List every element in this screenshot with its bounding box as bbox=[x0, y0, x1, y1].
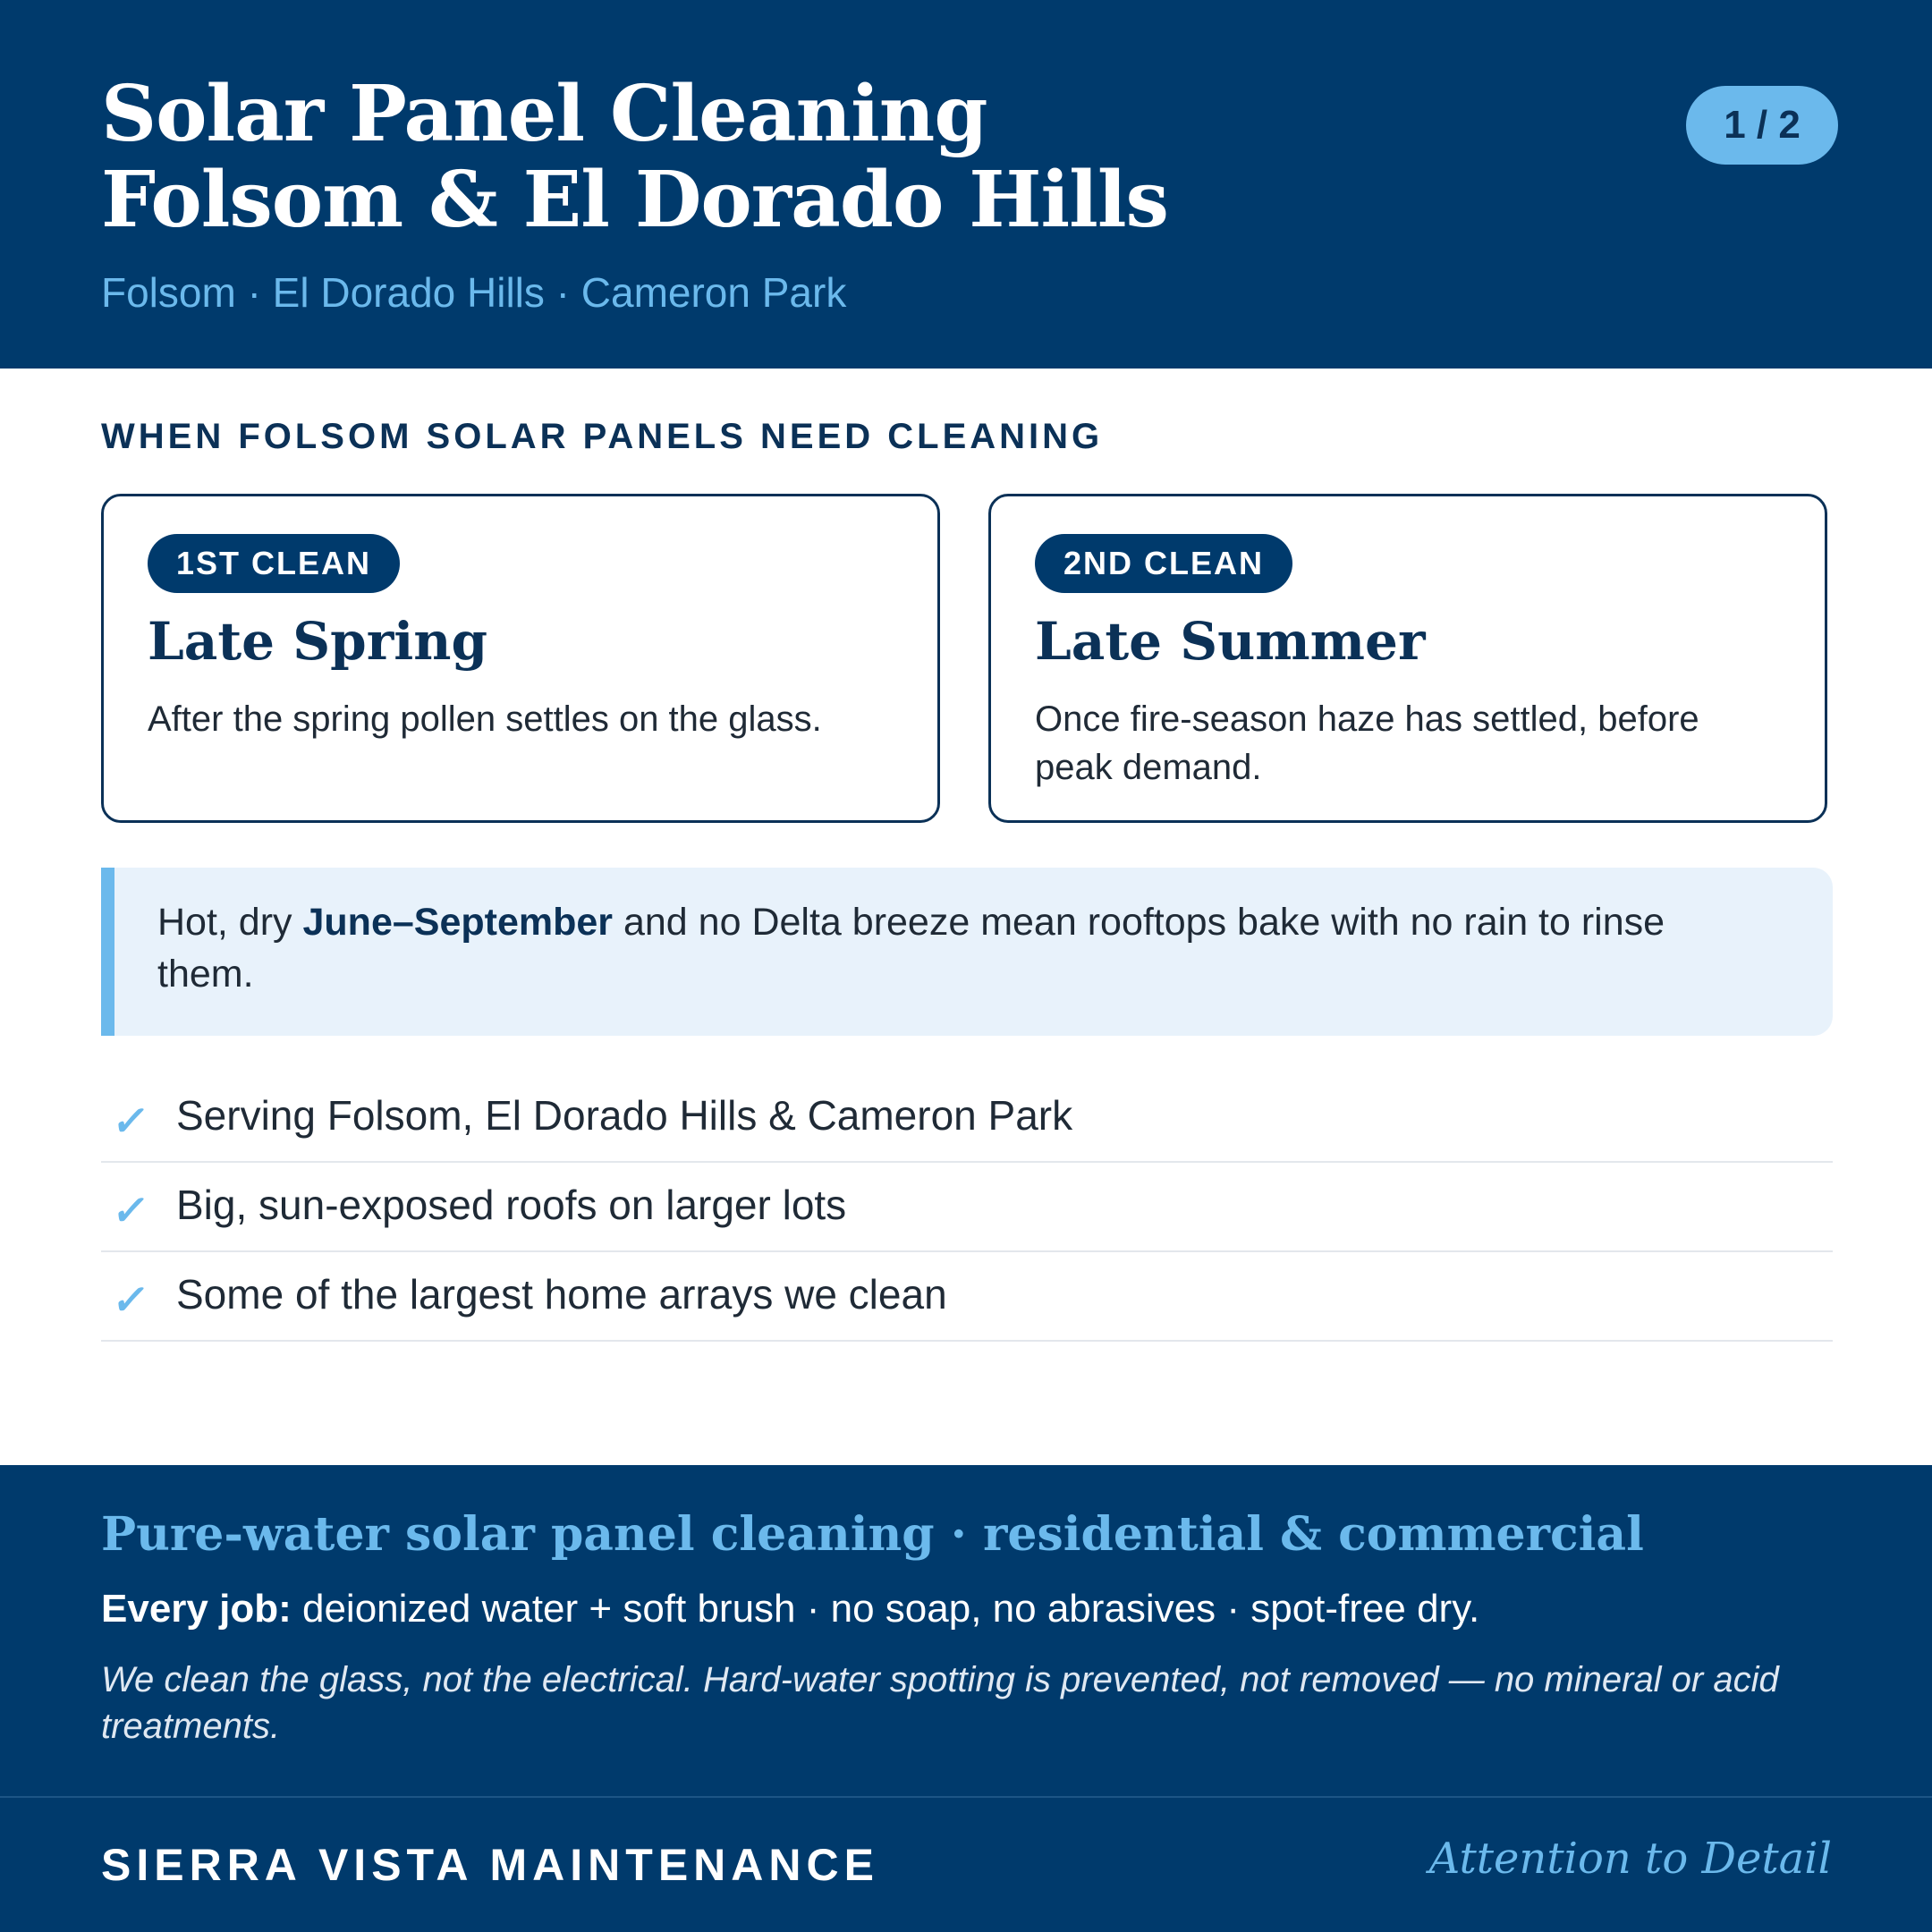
list-item-text: Big, sun-exposed roofs on larger lots bbox=[176, 1182, 847, 1228]
header-band bbox=[0, 0, 1932, 369]
every-job-text: deionized water + soft brush · no soap, no abrasives · spot-free dry. bbox=[291, 1587, 1480, 1631]
list-item bbox=[101, 1073, 1833, 1163]
every-job-label: Every job: bbox=[101, 1587, 292, 1631]
callout-text-after: and no Delta breeze mean rooftops bake with no rain to rinse them. bbox=[157, 901, 1665, 996]
footer-headline: Pure-water solar panel cleaning · residential & commercial bbox=[101, 1507, 1644, 1562]
list-item bbox=[101, 1163, 1833, 1252]
brand-name: SIERRA VISTA MAINTENANCE bbox=[101, 1840, 879, 1890]
callout-text bbox=[157, 896, 1767, 1000]
benefits-checklist bbox=[101, 1073, 1833, 1342]
card-description: Once fire-season haze has settled, before peak demand. bbox=[1035, 699, 1699, 787]
list-item bbox=[101, 1252, 1833, 1342]
page-indicator-badge: 1 / 2 bbox=[1686, 86, 1838, 165]
list-item-text: Serving Folsom, El Dorado Hills & Cameron Park bbox=[176, 1092, 1073, 1139]
brand-tagline: Attention to Detail bbox=[1428, 1834, 1832, 1884]
card-description: After the spring pollen settles on the glass. bbox=[148, 699, 822, 739]
callout-highlight: June–September bbox=[302, 901, 614, 944]
checkmark-icon: ✓ bbox=[109, 1097, 153, 1144]
footer-band bbox=[0, 1465, 1932, 1932]
callout-text-before: Hot, dry bbox=[157, 901, 303, 944]
service-area-subtitle: Folsom · El Dorado Hills · Cameron Park bbox=[101, 269, 847, 316]
title-line-2: Folsom & El Dorado Hills bbox=[101, 155, 1168, 245]
checkmark-icon: ✓ bbox=[109, 1276, 153, 1323]
footer-divider bbox=[0, 1796, 1932, 1798]
section-heading: WHEN FOLSOM SOLAR PANELS NEED CLEANING bbox=[101, 417, 1104, 456]
climate-callout bbox=[101, 868, 1833, 1036]
card-title: Late Summer bbox=[1035, 611, 1426, 672]
clean-card-2 bbox=[988, 494, 1827, 823]
title-line-1: Solar Panel Cleaning bbox=[101, 69, 987, 159]
list-item-text: Some of the largest home arrays we clean bbox=[176, 1271, 947, 1318]
clean-card-1 bbox=[101, 494, 940, 823]
page-title bbox=[101, 69, 1168, 245]
every-job-line bbox=[101, 1587, 1479, 1631]
disclaimer-note: We clean the glass, not the electrical. Hard-water spotting is prevented, not removed — no mineral or acid treatments. bbox=[101, 1660, 1779, 1746]
checkmark-icon: ✓ bbox=[109, 1187, 153, 1233]
card-title: Late Spring bbox=[148, 611, 488, 672]
card-pill-label: 1ST CLEAN bbox=[148, 534, 400, 593]
card-pill-label: 2ND CLEAN bbox=[1035, 534, 1292, 593]
